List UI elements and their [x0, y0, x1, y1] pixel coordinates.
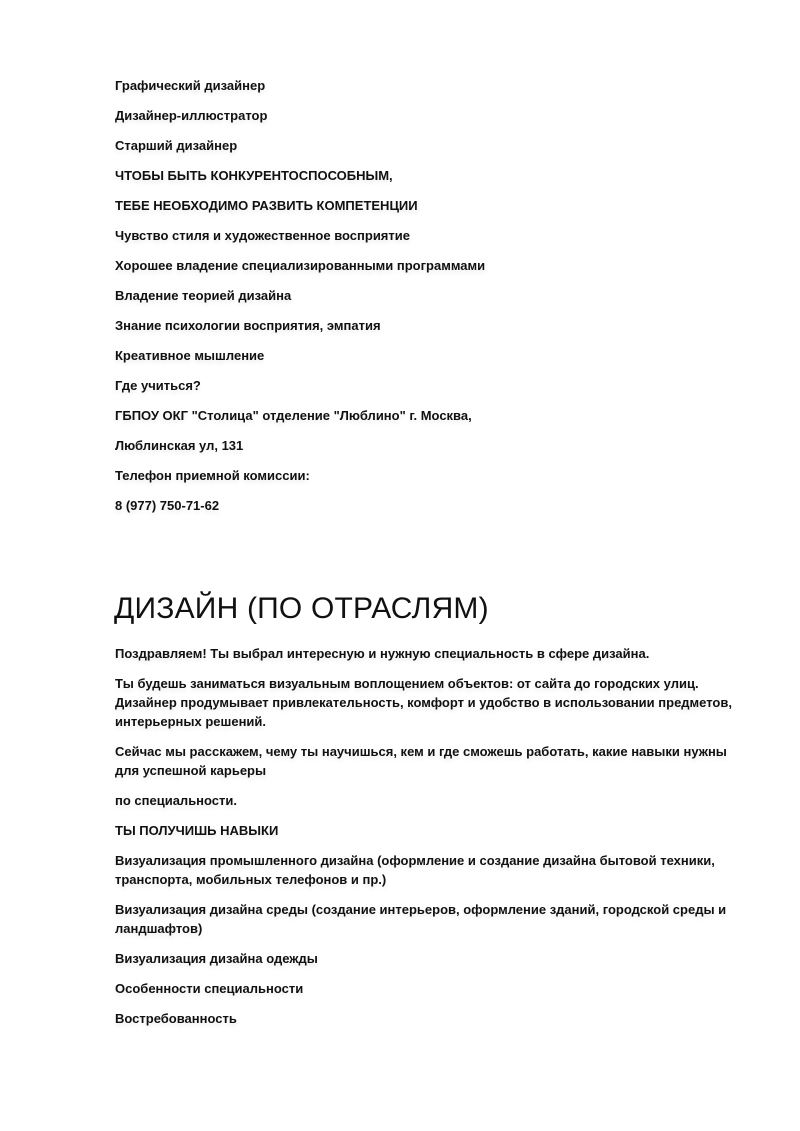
admissions-phone-number: 8 (977) 750-71-62	[115, 498, 220, 513]
congratulations-paragraph: Поздравляем! Ты выбрал интересную и нужную специальность в сфере дизайна.	[115, 646, 650, 661]
competence-item: Знание психологии восприятия, эмпатия	[115, 318, 381, 333]
competence-item: Креативное мышление	[115, 348, 265, 363]
skill-item: Визуализация промышленного дизайна (оформление и создание дизайна бытовой техники, транспорта, мобильных телефонов и пр.)	[115, 853, 715, 887]
overview-paragraph: Сейчас мы расскажем, чему ты научишься, кем и где сможешь работать, какие навыки нужны для успешной карьеры	[115, 744, 727, 778]
competence-heading-line-2: ТЕБЕ НЕОБХОДИМО РАЗВИТЬ КОМПЕТЕНЦИИ	[115, 198, 418, 213]
features-heading: Особенности специальности	[115, 981, 304, 996]
job-title-senior-designer: Старший дизайнер	[115, 138, 238, 153]
demand-heading: Востребованность	[115, 1011, 237, 1026]
section-title: ДИЗАЙН (ПО ОТРАСЛЯМ)	[114, 592, 489, 625]
career-info-section	[115, 76, 735, 515]
skill-item: Визуализация дизайна среды (создание интерьеров, оформление зданий, городской среды и ландшафтов)	[115, 902, 727, 936]
intro-paragraph: Ты будешь заниматься визуальным воплощением объектов: от сайта до городских улиц. Дизайнер продумывает привлекательность, комфорт и удобство в использовании предметов, интерьерных решений.	[115, 676, 732, 729]
skills-heading: ТЫ ПОЛУЧИШЬ НАВЫКИ	[115, 823, 279, 838]
where-to-study-heading: Где учиться?	[115, 378, 201, 393]
job-title-illustrator: Дизайнер-иллюстратор	[115, 108, 268, 123]
competence-item: Хорошее владение специализированными программами	[115, 258, 486, 273]
admissions-phone-label: Телефон приемной комиссии:	[115, 468, 310, 483]
college-name: ГБПОУ ОКГ "Столица" отделение "Люблино" г. Москва,	[115, 408, 472, 423]
overview-paragraph-continuation: по специальности.	[115, 793, 238, 808]
specialty-description-section	[115, 644, 735, 1028]
job-title-graphic-designer: Графический дизайнер	[115, 78, 266, 93]
competence-item: Владение теорией дизайна	[115, 288, 292, 303]
skill-item: Визуализация дизайна одежды	[115, 951, 318, 966]
college-address: Люблинская ул, 131	[115, 438, 244, 453]
competence-heading-line-1: ЧТОБЫ БЫТЬ КОНКУРЕНТОСПОСОБНЫМ,	[115, 168, 393, 183]
competence-item: Чувство стиля и художественное восприятие	[115, 228, 410, 243]
